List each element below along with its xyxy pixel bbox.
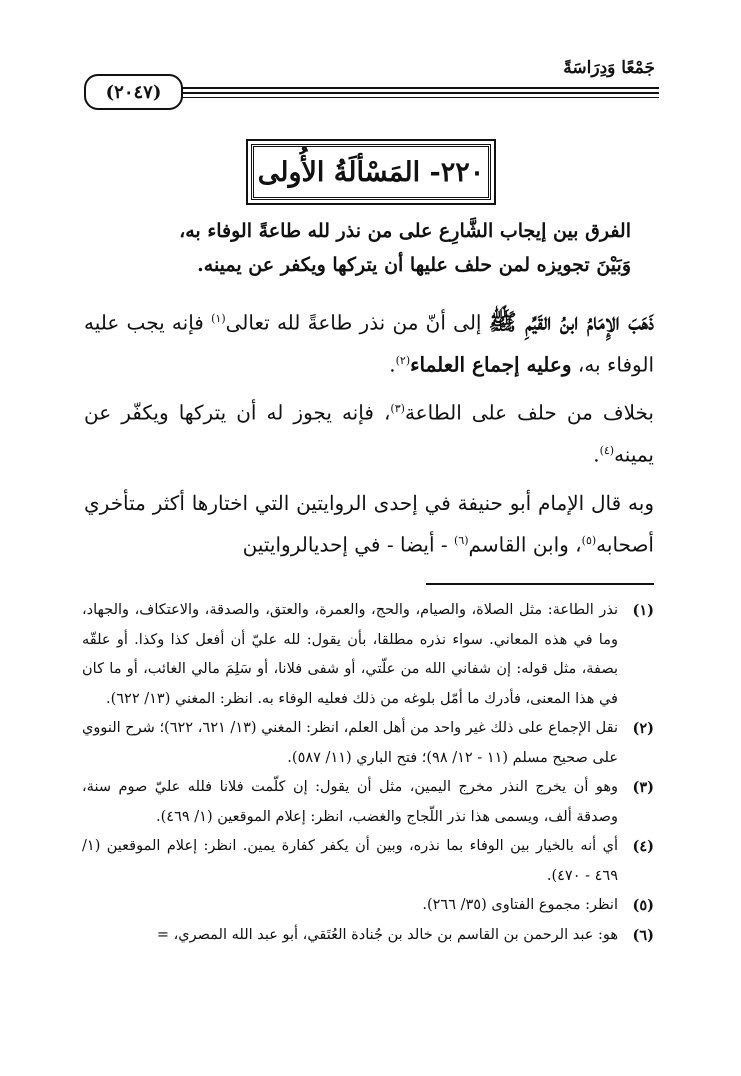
footnote (82, 832, 654, 891)
header-rule-line (179, 97, 659, 98)
paragraph-text: ، وابن القاسم (468, 532, 582, 557)
chapter-title: ٢٢٠- المَسْألَةُ الأُولى (251, 144, 491, 200)
footnote-text: نقل الإجماع على ذلك غير واحد من أهل العلم، انظر: المغني (١٣/ ٦٢١، ٦٢٢)؛ شرح النووي على صحيح مسلم (١١ - ١٢/ ٩٨)؛ فتح الباري (١١/ ٥٨٧). (82, 720, 618, 766)
footnote (82, 596, 654, 714)
paragraph-text: إلى أنّ من نذر طاعةً لله تعالى (225, 310, 489, 335)
footnote-ref: (٣) (390, 402, 405, 415)
footnote-number: (٦) (632, 926, 654, 944)
paragraph-lead: ذَهَبَ الإِمَامُ ابنُ القَيِّمِ ﷺ (488, 308, 655, 336)
paragraph-text: . (389, 352, 396, 377)
footnote-ref: (٦) (454, 534, 469, 547)
footnote-ref: (٥) (581, 534, 597, 547)
footnote-number: (٢) (632, 720, 654, 737)
header-rule-line (179, 87, 659, 89)
footnote (82, 773, 654, 832)
summary-line: الفرق بين إيجاب الشَّارِع على من نذر لله طاعةً الوفاء به، (179, 220, 631, 242)
footnote (82, 714, 654, 773)
footnote-text: نذر الطاعة: مثل الصلاة، والصيام، والحج، والعمرة، والعتق، والصدقة، والاعتكاف، والجهاد، وما في هذه المعاني. سواء نذره مطلقا، بأن يقول: لله عليّ أن أفعل كذا وكذا. أو علقّه بصفة، مثل قوله: إن شفاني الله من علّتي، أو شفى فلانا، أو سَلِمَ مالي الغائب، أو ما كان في هذا المعنى، فأدرك ما أمّل بلوغه من ذلك فعليه الوفاء به. انظر: المغني (١٣/ ٦٢٢). (82, 602, 618, 707)
footnote-number: (٣) (632, 779, 654, 796)
footnote-number: (٥) (632, 897, 654, 914)
chapter-title-frame (246, 139, 496, 205)
paragraph-text: فإنه يجب عليه الوفاء به، (84, 310, 654, 377)
footnote-ref: (٢) (395, 353, 411, 367)
header-rule (84, 81, 659, 103)
footnote-number: (١) (632, 602, 654, 619)
footnote-number: (٤) (632, 838, 654, 855)
footnote (82, 921, 654, 951)
paragraph-text: وبه قال الإمام أبو حنيفة في إحدى الروايتين التي اختارها أكثر متأخري أصحابه (84, 491, 654, 557)
page-number: (٢٠٤٧) (84, 74, 183, 110)
paragraph-text: ، فإنه يجوز له أن يتركها ويكفّر عن يمينه (84, 400, 654, 467)
running-title: جَمْعًا وَدِرَاسَةً (563, 58, 655, 78)
footnotes (82, 596, 654, 950)
footnote-separator (426, 583, 654, 585)
footnote-text: وهو أن يخرج النذر مخرج اليمين، مثل أن يقول: إن كلّمت فلانا فلله عليّ صوم سنة، وصدقة ألف، ويسمى هذا نذر اللّجاج والغضب، انظر: إعلام الموقعين (١/ ٤٦٩). (82, 779, 618, 825)
paragraph-text: . (593, 442, 600, 467)
paragraph-bold: وعليه إجماع العلماء (410, 352, 572, 377)
header-rule-line (179, 92, 659, 94)
paragraph (84, 485, 654, 564)
paragraph (84, 390, 654, 473)
footnote (82, 891, 654, 921)
footnote-ref: (٤) (599, 443, 615, 457)
paragraph-text: بخلاف من حلف على الطاعة (404, 400, 654, 425)
footnote-ref: (١) (211, 312, 226, 325)
chapter-summary (111, 214, 631, 282)
footnote-text: انظر: مجموع الفتاوى (٣٥/ ٢٦٦). (422, 897, 618, 913)
paragraph-text: - أيضا - في إحديالروايتين (242, 532, 455, 557)
footnote-text: أي أنه بالخيار بين الوفاء بما نذره، وبين أن يكفر كفارة يمين. انظر: إعلام الموقعين (١/ ٤٦٩ - ٤٧٠). (82, 838, 618, 884)
paragraph (84, 300, 654, 383)
footnote-text: هو: عبد الرحمن بن القاسم بن خالد بن جُنادة العُتَقي، أبو عبد الله المصري، = (156, 926, 618, 943)
summary-line: وَبَيْنَ تجويزه لمن حلف عليها أن يتركها ويكفر عن يمينه. (197, 254, 631, 276)
